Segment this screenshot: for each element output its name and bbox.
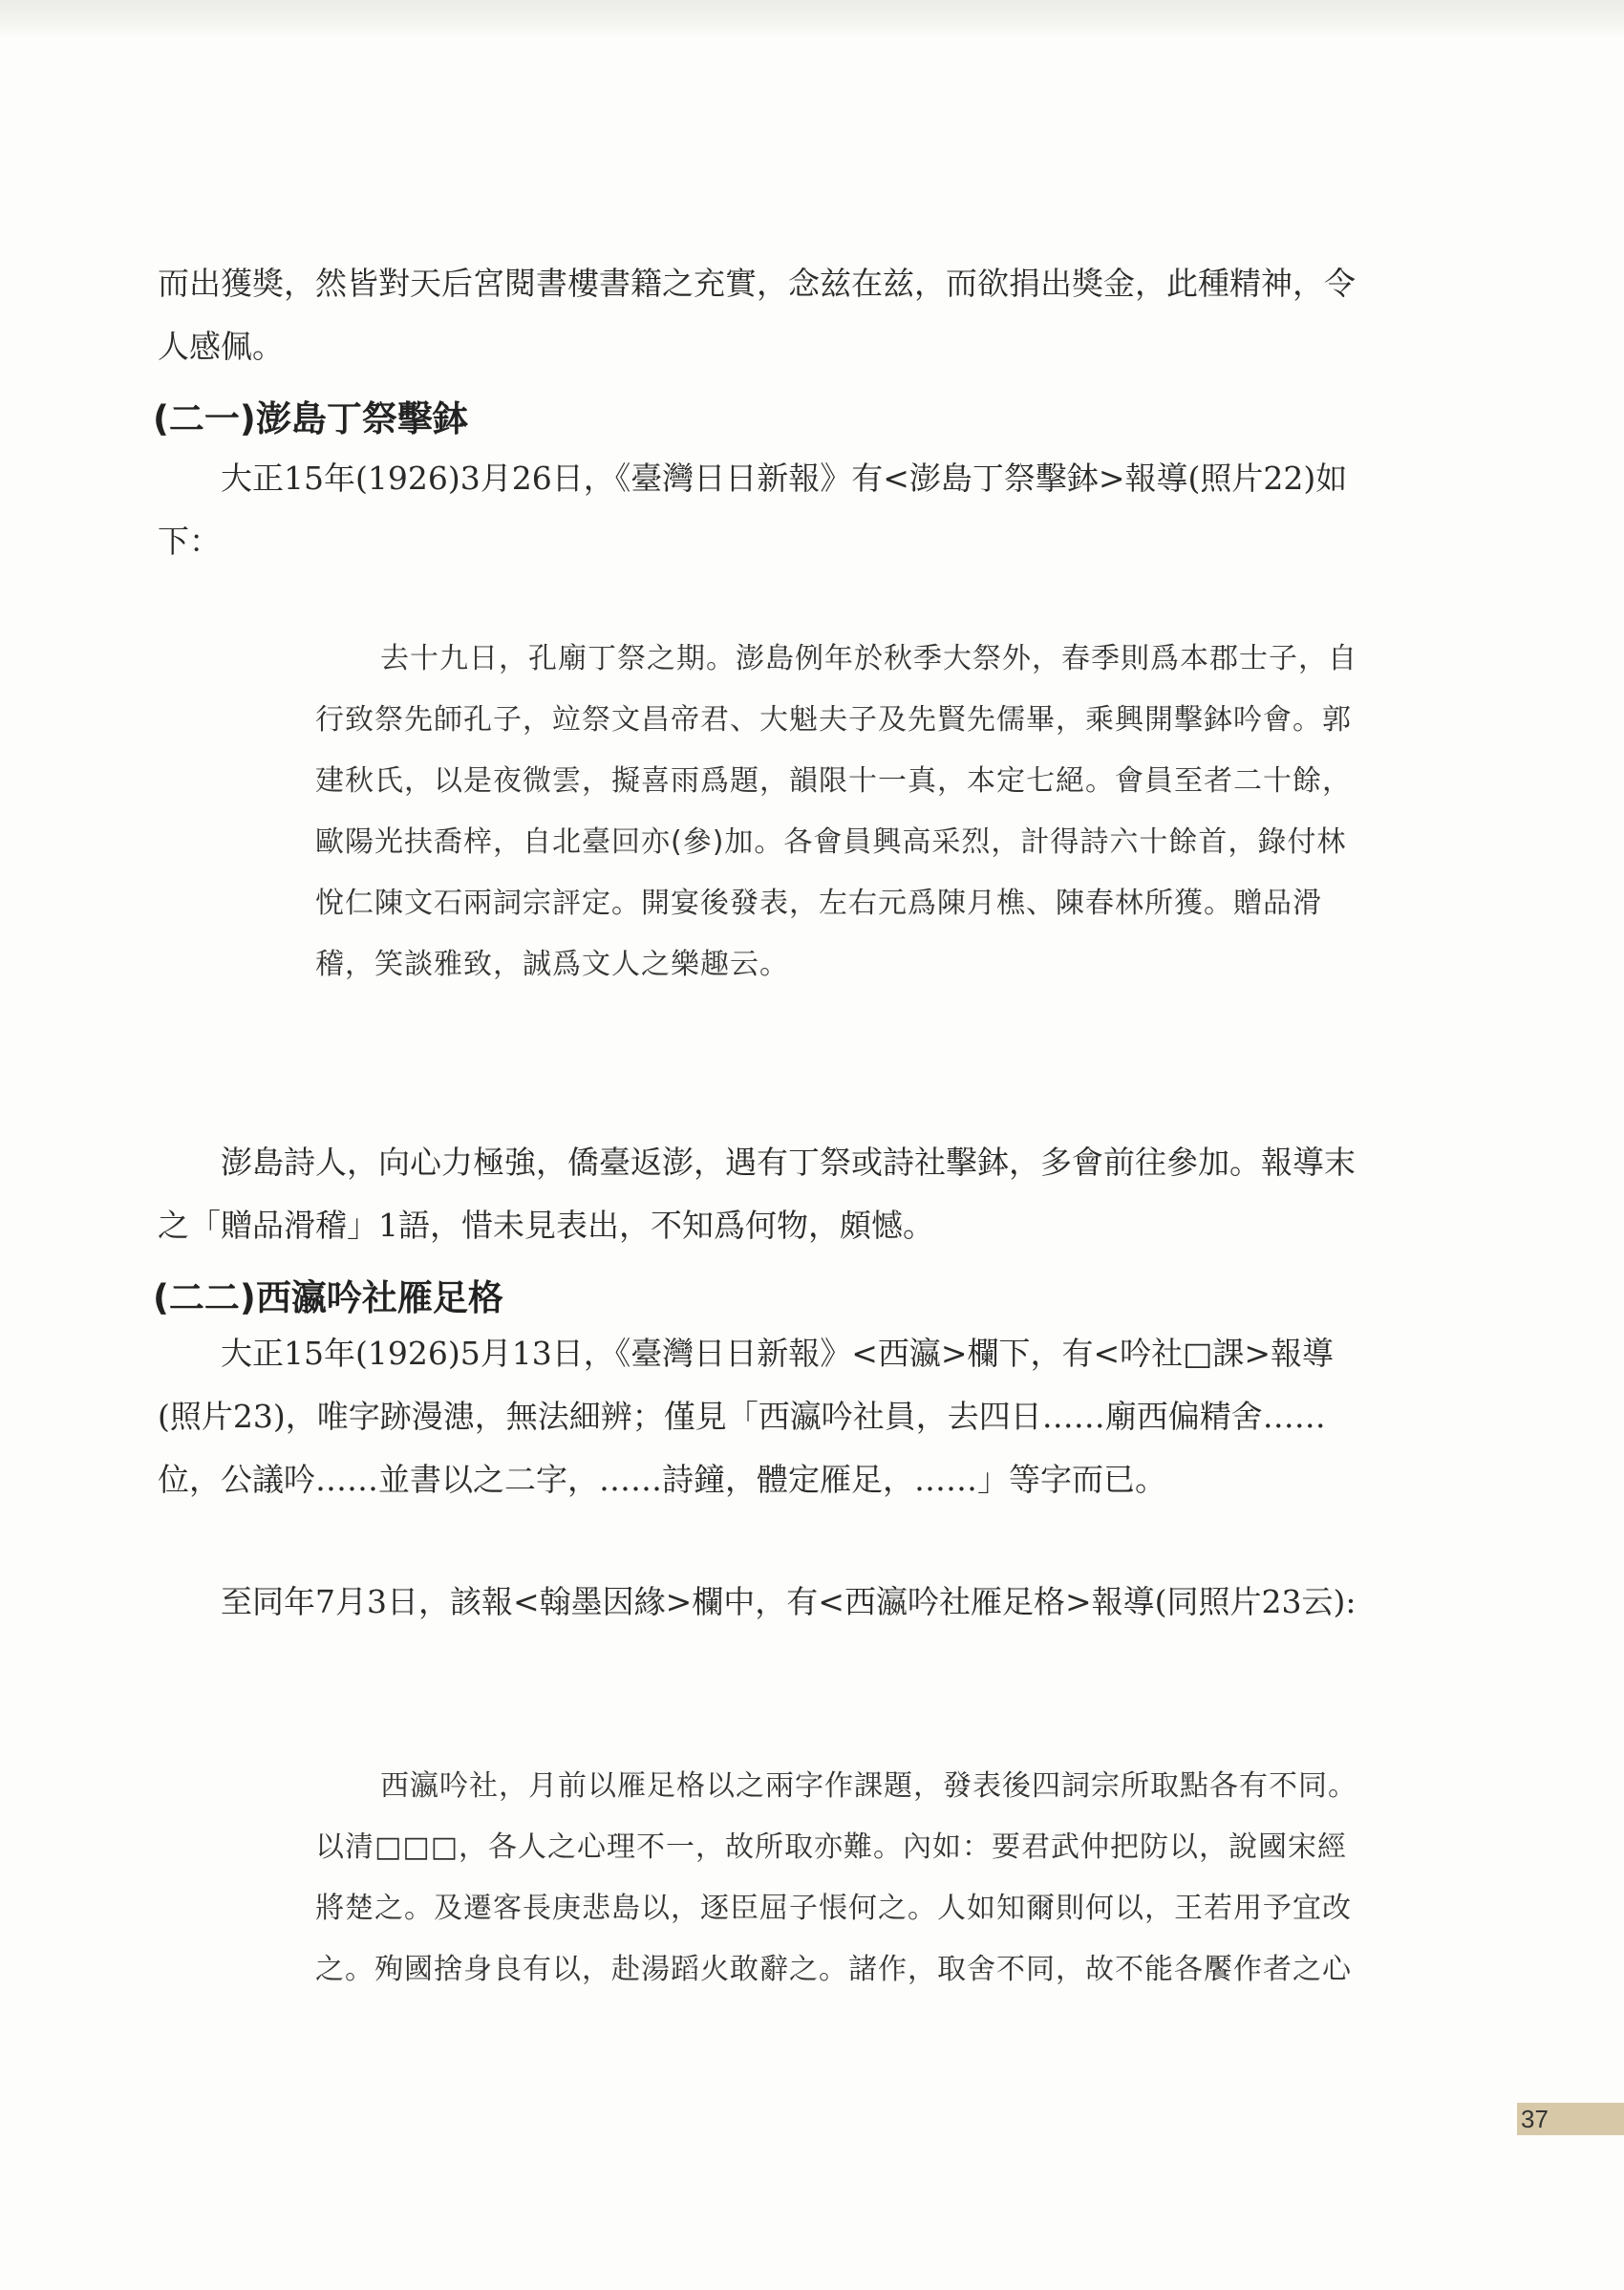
scan-top-band (0, 0, 1624, 38)
paragraph-yanzu-intro: 至同年7月3日，該報<翰墨因緣>欄中，有<西瀛吟社雁足格>報導(同照片23云): (221, 1583, 1357, 1620)
page-number-tab: 37 (1517, 2103, 1624, 2135)
section-heading-22: (二二)西瀛吟社雁足格 (153, 1277, 503, 1318)
paragraph-continuation: 而出獲獎，然皆對天后宮閱書樓書籍之充實，念兹在兹，而欲捐出獎金，此種精神，令人感佩。 (158, 265, 1356, 365)
block-quote-xiying: 西瀛吟社，月前以雁足格以之兩字作課題，發表後四詞宗所取點各有不同。以清□□□，各人之心理不一，故所取亦難。內如：要君武仲把防以，說國宋經將楚之。及遷客長庚悲島以，逐臣屈子悵何之。人如知爾則何以，王若用予宜改之。殉國捨身良有以，赴湯蹈火敢辭之。諸作，取舍不同，故不能各饜作者之心 (315, 1769, 1357, 1986)
paragraph-report-intro: 大正15年(1926)3月26日，《臺灣日日新報》有<澎島丁祭擊鉢>報導(照片22)如下： (158, 460, 1348, 560)
paragraph-xiying-report: 大正15年(1926)5月13日，《臺灣日日新報》<西瀛>欄下，有<吟社□課>報導(照片23)，唯字跡漫漶，無法細辨；僅見「西瀛吟社員，去四日……廟西偏精舍……位，公議吟……並書以之二字，……詩鐘，體定雁足，……」等字而已。 (158, 1335, 1334, 1498)
paragraph-commentary: 澎島詩人，向心力極強，僑臺返澎，遇有丁祭或詩社擊鉢，多會前往參加。報導末之「贈品滑稽」1語，惜未見表出，不知爲何物，頗憾。 (158, 1144, 1356, 1244)
block-quote-dingji: 去十九日，孔廟丁祭之期。澎島例年於秋季大祭外，春季則爲本郡士子，自行致祭先師孔子，竝祭文昌帝君、大魁夫子及先賢先儒畢，乘興開擊鉢吟會。郭建秋氏，以是夜微雲，擬喜雨爲題，韻限十一真，本定七絕。會員至者二十餘，歐陽光扶喬梓，自北臺回亦(參)加。各會員興高采烈，計得詩六十餘首，錄付林悅仁陳文石兩詞宗評定。開宴後發表，左右元爲陳月樵、陳春林所獲。贈品滑稽，笑談雅致，誠爲文人之樂趣云。 (315, 642, 1357, 981)
section-heading-21: (二一)澎島丁祭擊鉢 (153, 398, 468, 439)
